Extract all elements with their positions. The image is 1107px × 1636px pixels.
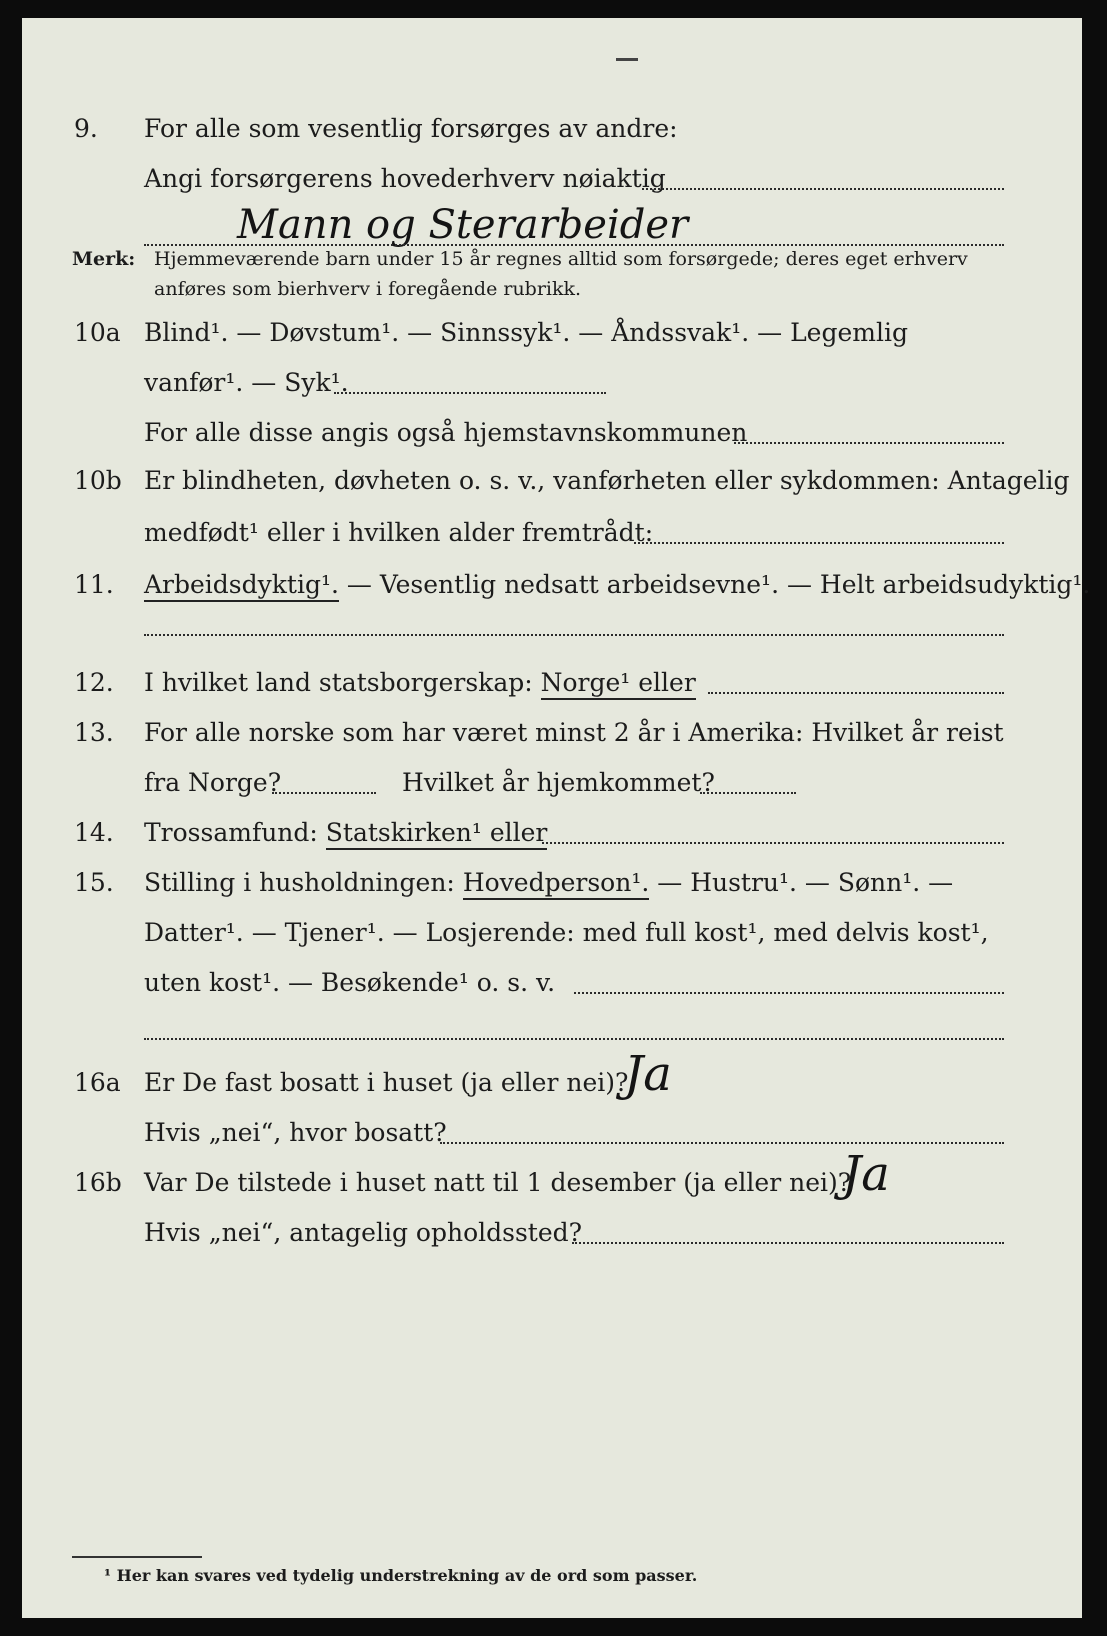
q15-row-2 [22,918,1082,958]
q13-reist-line[interactable] [272,792,376,794]
q14-answer-line[interactable] [542,842,1004,844]
q9-answer-line[interactable] [642,188,1004,190]
q10a-hjemstavn-line[interactable] [734,442,1004,444]
q9-row [22,114,1082,154]
q15-number: 15. [74,868,114,897]
merk-label: Merk: [72,248,136,270]
q12-number: 12. [74,668,114,697]
q13-row-2 [22,768,1082,808]
q10b-question-2: medfødt¹ eller i hvilken alder fremtrådt: [144,518,654,547]
q16a-row-2 [22,1118,1082,1158]
merk-text-2: anføres som bierhverv i foregående rubrikk. [154,278,582,300]
q9-number: 9. [74,114,98,143]
q14-question [144,818,547,847]
q10b-row-2 [22,518,1082,558]
q15-answer-line-2[interactable] [144,1038,1004,1040]
q14-number: 14. [74,818,114,847]
q16b-number: 16b [74,1168,122,1197]
q16a-question: Er De fast bosatt i huset (ja eller nei)? [144,1068,629,1097]
q15-options [144,868,953,897]
q10a-answer-line[interactable] [334,392,606,394]
q10a-row-3 [22,418,1082,458]
q12-row [22,668,1082,708]
q11-option-arbeidsdyktig-underlined[interactable]: Arbeidsdyktig¹. [144,570,339,602]
q15-options-3: uten kost¹. — Besøkende¹ o. s. v. [144,968,556,997]
q12-text: I hvilket land statsborgerskap: [144,668,541,697]
q16b-answer-line[interactable] [572,1242,1004,1244]
q16b-question: Var De tilstede i huset natt til 1 desember (ja eller nei)? [144,1168,852,1197]
q10b-answer-line[interactable] [634,542,1004,544]
q16a-subquestion: Hvis „nei“, hvor bosatt? [144,1118,447,1147]
q9-row-2 [22,164,1082,204]
q13-reist: fra Norge? [144,768,282,797]
q14-row [22,818,1082,858]
q15-text: Stilling i husholdningen: [144,868,463,897]
q12-question [144,668,696,697]
q10a-number: 10a [74,318,121,347]
q11-number: 11. [74,570,114,599]
q12-answer-line[interactable] [708,692,1004,694]
q13-hjemkommet: Hvilket år hjemkommet? [402,768,715,797]
q14-option-statskirken-underlined[interactable]: Statskirken¹ eller [326,818,548,850]
q9-handwritten-answer: Mann og Sterarbeider [237,202,689,248]
q15-row [22,868,1082,908]
q15-answer-line[interactable] [574,992,1004,994]
merk-text-1: Hjemmeværende barn under 15 år regnes alltid som forsørgede; deres eget erhverv [154,248,968,270]
q9-question: For alle som vesentlig forsørges av andre: [144,114,678,143]
q10a-row-2 [22,368,1082,408]
q16b-handwritten-answer: Ja [842,1146,890,1202]
q13-hjemkommet-line[interactable] [700,792,796,794]
q15-option-hovedperson-underlined[interactable]: Hovedperson¹. [463,868,649,900]
q10a-row [22,318,1082,358]
q15-options-2: Datter¹. — Tjener¹. — Losjerende: med full kost¹, med delvis kost¹, [144,918,989,947]
census-form-page [22,18,1091,1618]
q15-row-4 [22,1014,1082,1054]
q10a-hjemstavn: For alle disse angis også hjemstavnskommunen [144,418,748,447]
q11-row [22,570,1091,610]
q10a-options-2: vanfør¹. — Syk¹. [144,368,349,397]
footnote: ¹ Her kan svares ved tydelig understrekning av de ord som passer. [104,1566,698,1585]
q11-options [144,570,1090,599]
q15-other-options: — Hustru¹. — Sønn¹. — [649,868,954,897]
q16b-row [22,1146,1082,1208]
q16b-row-2 [22,1218,1082,1258]
q11-row-2 [22,610,1082,650]
q12-option-norge-underlined[interactable]: Norge¹ eller [541,668,696,700]
q13-row [22,718,1082,758]
q16a-number: 16a [74,1068,121,1097]
q13-question: For alle norske som har været minst 2 år i Amerika: Hvilket år reist [144,718,1004,747]
q10b-row [22,466,1082,506]
q15-row-3 [22,968,1082,1008]
q16a-handwritten-answer: Ja [624,1046,672,1102]
q10b-question: Er blindheten, døvheten o. s. v., vanførheten eller sykdommen: Antagelig [144,466,1070,495]
q10a-options: Blind¹. — Døvstum¹. — Sinnssyk¹. — Åndssvak¹. — Legemlig [144,318,908,347]
footnote-rule [72,1556,202,1558]
q9-answer-line-2[interactable] [144,244,1004,246]
q16b-subquestion: Hvis „nei“, antagelig opholdssted? [144,1218,583,1247]
top-mark [616,58,638,61]
q16a-row [22,1046,1082,1108]
q11-other-options: — Vesentlig nedsatt arbeidsevne¹. — Helt arbeidsudyktig¹. [338,570,1091,599]
q9-subquestion: Angi forsørgerens hovederhverv nøiaktig [144,164,666,193]
q10b-number: 10b [74,466,122,495]
q11-answer-line[interactable] [144,634,1004,636]
q13-number: 13. [74,718,114,747]
q16a-answer-line[interactable] [440,1142,1004,1144]
q14-text: Trossamfund: [144,818,326,847]
